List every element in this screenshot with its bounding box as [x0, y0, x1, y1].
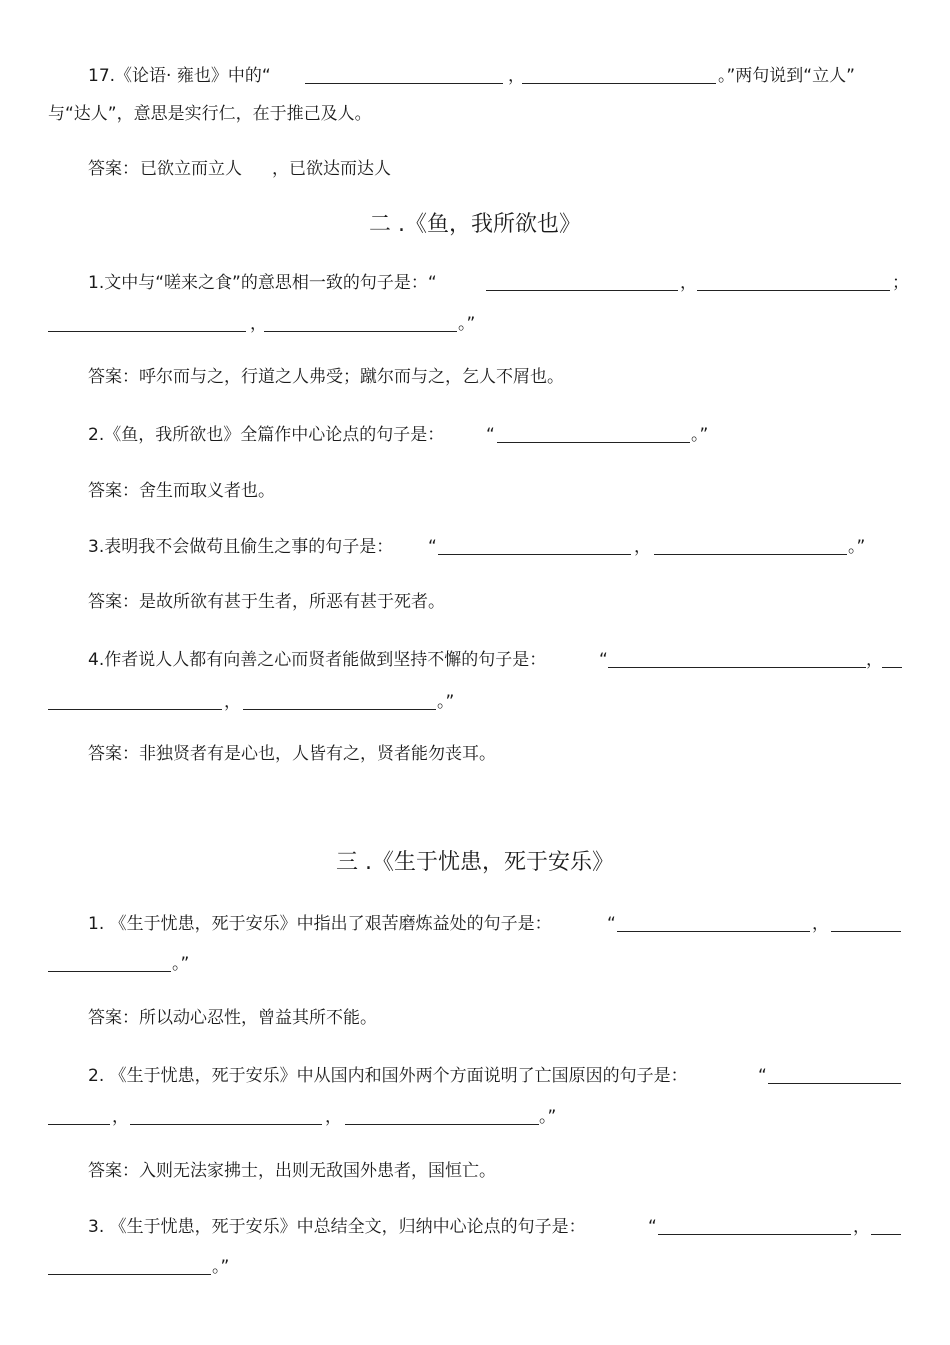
s2-q1-line-2 — [0, 310, 950, 338]
s2-q3-open-quote: “ — [428, 537, 437, 557]
s3-q1-text: 1. 《生于忧患，死于安乐》中指出了艰苦磨炼益处的句子是： — [88, 914, 552, 934]
s2-q1-end: 。” — [458, 314, 476, 334]
s2-q3-answer-text: 答案：是故所欲有甚于生者，所恶有甚于死者。 — [88, 592, 445, 612]
q17-line-2 — [0, 100, 950, 128]
s3-q2-answer-text: 答案：入则无法家拂士，出则无敌国外患者，国恒亡。 — [88, 1161, 496, 1181]
s3-q3-separator-1: ， — [853, 1217, 870, 1237]
s3-q2-line-1 — [0, 1062, 950, 1090]
s2-q2-answer-text: 答案：舍生而取义者也。 — [88, 481, 275, 501]
s2-q2-open-quote: “ — [486, 425, 495, 445]
q17-answer — [0, 155, 950, 183]
s2-q4-end: 。” — [437, 692, 455, 712]
s3-q3-blank-2[interactable] — [48, 1274, 211, 1275]
s2-q4-blank-1[interactable] — [608, 667, 866, 668]
s3-q3-blank-2-start[interactable] — [871, 1234, 901, 1235]
s3-q1-open-quote: “ — [607, 914, 616, 934]
s2-q1-line-1 — [0, 269, 950, 297]
s3-q2-blank-3[interactable] — [345, 1124, 539, 1125]
q17-line-1 — [0, 62, 950, 90]
s2-q1-blank-4[interactable] — [264, 331, 457, 332]
s2-q3-blank-2[interactable] — [654, 554, 847, 555]
s2-q4-blank-2[interactable] — [48, 709, 222, 710]
q17-blank-2[interactable] — [522, 83, 716, 84]
s2-q1-separator-3: ， — [250, 314, 267, 334]
s2-q4-text: 4.作者说人人都有向善之心而贤者能做到坚持不懈的句子是： — [88, 650, 547, 670]
s2-q2-end: 。” — [691, 425, 709, 445]
s3-q2-separator-1: ， — [112, 1107, 129, 1127]
s3-q2-blank-2[interactable] — [130, 1124, 322, 1125]
s2-q1-blank-1[interactable] — [486, 290, 678, 291]
q17-blank-1[interactable] — [305, 83, 503, 84]
s2-q3-line — [0, 533, 950, 561]
s3-q3-line-2 — [0, 1253, 950, 1281]
s2-q3-text: 3.表明我不会做苟且偷生之事的句子是： — [88, 537, 394, 557]
s2-q2-blank-1[interactable] — [497, 442, 690, 443]
s3-q1-answer — [0, 1004, 950, 1032]
answer-label: 答案： — [88, 159, 139, 179]
s3-q3-open-quote: “ — [648, 1217, 657, 1237]
s2-q4-separator-2: ， — [224, 692, 241, 712]
s3-q1-answer-text: 答案：所以动心忍性，曾益其所不能。 — [88, 1008, 377, 1028]
q17-text-cont: 与“达人”，意思是实行仁，在于推己及人。 — [48, 104, 372, 124]
s3-q3-line-1 — [0, 1213, 950, 1241]
s2-q3-end: 。” — [848, 537, 866, 557]
q17-answer-part-2: ，已欲达而达人 — [272, 159, 391, 179]
s2-q4-blank-2-start[interactable] — [882, 667, 902, 668]
s3-q2-blank-1-start[interactable] — [768, 1083, 901, 1084]
s2-q4-separator-1: ， — [866, 650, 883, 670]
s2-q4-open-quote: “ — [599, 650, 608, 670]
s3-q1-blank-2-start[interactable] — [831, 931, 901, 932]
s3-q3-blank-1[interactable] — [658, 1234, 851, 1235]
s3-q2-open-quote: “ — [758, 1066, 767, 1086]
s3-q1-line-1 — [0, 910, 950, 938]
section-2-title: 二 .《鱼，我所欲也》 — [369, 212, 581, 237]
section-3-title: 三 .《生于忧患，死于安乐》 — [336, 850, 614, 875]
s2-q1-answer-text: 答案：呼尔而与之，行道之人弗受；蹴尔而与之，乞人不屑也。 — [88, 367, 564, 387]
s2-q1-separator-1: ， — [680, 273, 697, 293]
s3-q1-end: 。” — [172, 954, 190, 974]
s3-q1-blank-2[interactable] — [48, 971, 171, 972]
q17-separator: ， — [508, 66, 525, 86]
s3-q2-line-2 — [0, 1103, 950, 1131]
s2-q2-answer — [0, 477, 950, 505]
s3-q2-answer — [0, 1157, 950, 1185]
q17-answer-part-1: 已欲立而立人 — [140, 159, 242, 179]
s2-q1-text: 1.文中与“嗟来之食”的意思相一致的句子是：“ — [88, 273, 437, 293]
s2-q4-answer — [0, 740, 950, 768]
s2-q1-blank-3[interactable] — [48, 331, 246, 332]
s2-q4-line-2 — [0, 688, 950, 716]
s3-q2-separator-2: ， — [325, 1107, 342, 1127]
s3-q1-blank-1[interactable] — [617, 931, 810, 932]
s2-q3-separator-1: ， — [634, 537, 651, 557]
s3-q2-end: 。” — [539, 1107, 557, 1127]
q17-text-end: 。”两句说到“立人” — [718, 66, 855, 86]
s3-q2-text: 2. 《生于忧患，死于安乐》中从国内和国外两个方面说明了亡国原因的句子是： — [88, 1066, 688, 1086]
s3-q3-text: 3. 《生于忧患，死于安乐》中总结全文，归纳中心论点的句子是： — [88, 1217, 586, 1237]
s2-q3-blank-1[interactable] — [438, 554, 631, 555]
s3-q1-separator-1: ， — [812, 914, 829, 934]
s2-q4-line-1 — [0, 646, 950, 674]
s2-q2-text: 2.《鱼，我所欲也》全篇作中心论点的句子是： — [88, 425, 445, 445]
s3-q2-blank-1[interactable] — [48, 1124, 110, 1125]
s2-q1-answer — [0, 363, 950, 391]
s2-q1-blank-2[interactable] — [697, 290, 890, 291]
s2-q4-blank-3[interactable] — [243, 709, 436, 710]
q17-text: 17.《论语· 雍也》中的“ — [88, 66, 271, 86]
s2-q4-answer-text: 答案：非独贤者有是心也，人皆有之，贤者能勿丧耳。 — [88, 744, 496, 764]
s2-q2-line — [0, 421, 950, 449]
s3-q3-end: 。” — [212, 1257, 230, 1277]
s3-q1-line-2 — [0, 950, 950, 978]
s2-q1-separator-2: ； — [892, 273, 909, 293]
s2-q3-answer — [0, 588, 950, 616]
